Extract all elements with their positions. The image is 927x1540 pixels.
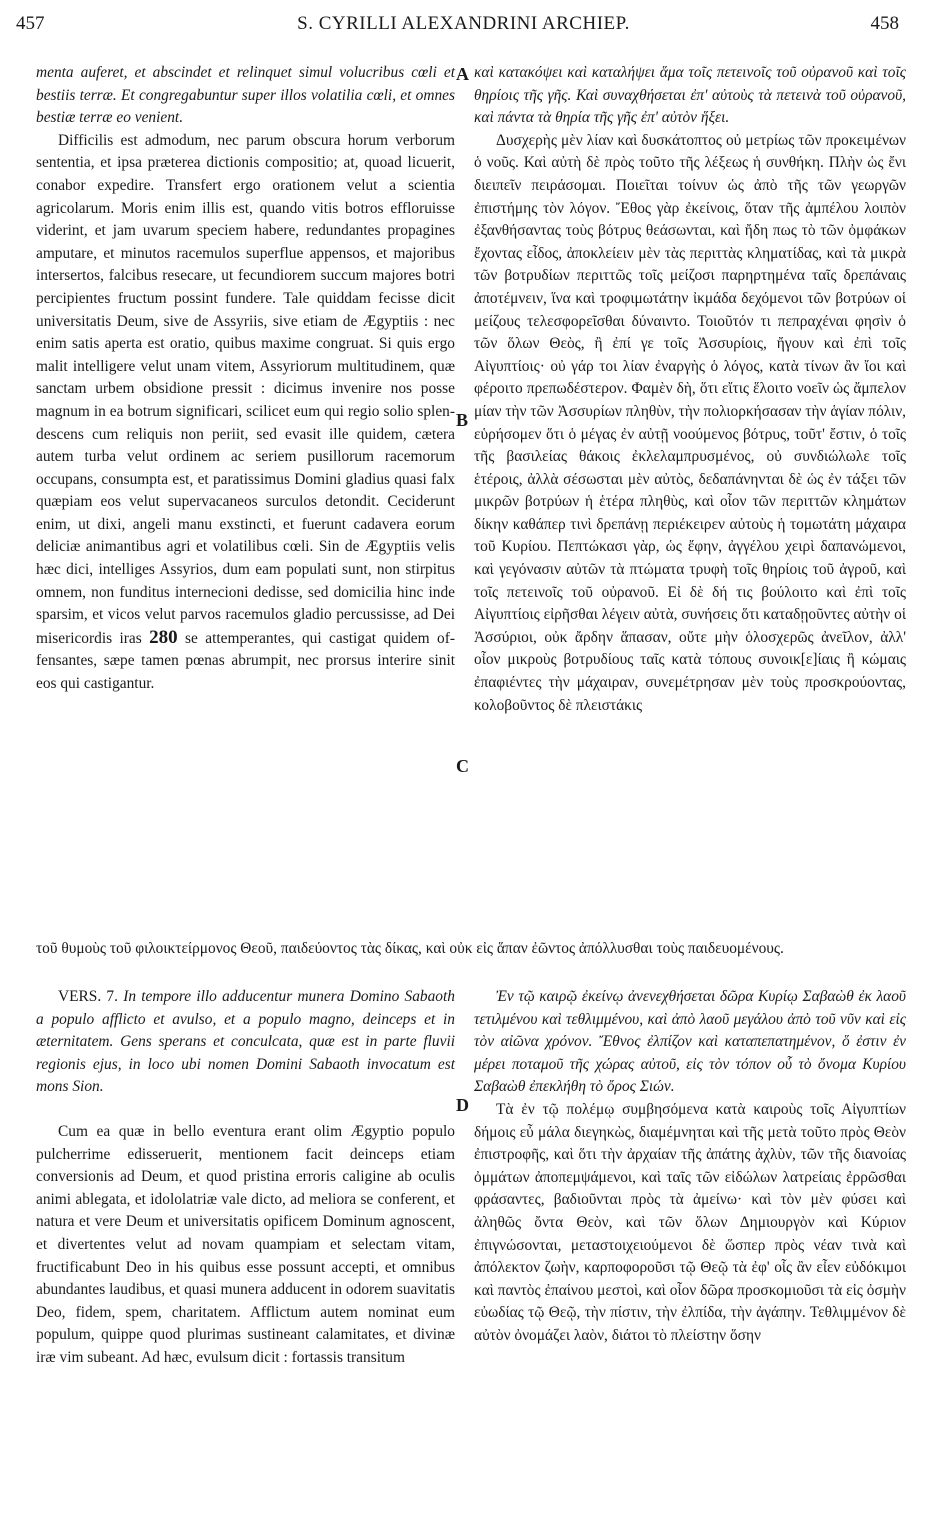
latin-verse-text: In tempore illo adducentur munera Domino Sabaoth a populo afflicto et avulso, et a populo magno, deinceps et in æternitatem. Gens sperans et conculcata, quæ est in parte fluvii regionis ejus, in loco ubi nomen Domini Sabaoth invocatum est mons Sion. [36, 988, 455, 1096]
greek-column-bottom [474, 986, 906, 1348]
section-marker-a: A [456, 64, 469, 84]
greek-column-top [474, 62, 906, 717]
latin-column-bottom [36, 986, 455, 1370]
latin-scripture-quote: menta auferet, et abscindet et relinquet simul volucribus cœli et bestiis terræ. Et congregabuntur super illos volatilia cœli, et omnes bestiæ terræ eo venient. [36, 64, 455, 127]
latin-column-top [36, 62, 455, 696]
greek-scripture-quote: καὶ κατακόψει καὶ καταλήψει ἅμα τοῖς πετεινοῖς τοῦ οὐρανοῦ καὶ τοῖς θηρίοις τῆς γῆς. Καὶ συναχθήσεται ἐπ' αὐτοὺς τὰ πετεινὰ τοῦ οὐρανοῦ, καὶ πάντα τὰ θηρία τῆς γῆς ἐπ' αὐτὸν ἥξει. [474, 64, 906, 127]
verse-label: VERS. 7. [58, 988, 118, 1005]
section-marker-c: C [456, 756, 469, 776]
latin-commentary-paragraph [36, 130, 455, 696]
greek-commentary-paragraph: Δυσχερὴς μὲν λίαν καὶ δυσκάτοπτος οὐ μετρίως τῶν προκειμένων ὁ νοῦς. Καὶ αὐτὴ δὲ πρὸς τοῦτο τῆς λέξεως ἡ συνθήκη. Πλὴν ὡς ἔνι διειπεῖν πειράσομαι. Ποιεῖται τοίνυν ὡς ἀπὸ τῆς τῶν γεωργῶν ἐπιστήμης τὸν λόγον. Ἔθος γὰρ ἐκείνοις, ὅταν τῆς ἀμπέλου λοιπὸν ἐξανθήσαντας τοὺς βότρυς θεάσωνται, καὶ ἤδη πως τὸ τῶν ὀμφάκων ἔχοντας εἶδος, ἀποκλείειν μὲν τὰς περιττὰς κληματίδας, καὶ τὰ μικρὰ τῶν βοτρυδίων περιττῶς τοῖς μείζοσι παρηρτημένα ταῖς δρεπάναις ἀποτέμνειν, ἵνα καὶ τροφιμωτάτην ἰκμάδα δεχόμενοι τῶν βοτρύων οἱ μείζους τελεσφορεῖσθαι δύναιντο. Τοιοῦτόν τι πεπραχέναι φησὶν ὁ τῶν ὅλων Θεὸς, ἢ ἐπί γε τοῖς Ἀσσυρίοις, ἤγουν καὶ ἐπὶ τοῖς Αἰγυπτίοις· οὐ γάρ τοι λίαν ἐναργὴς ὁ λόγος, κατὰ τίνων ἂν ἴοι καὶ φέροιτο πρεπωδέστερον. Φαμὲν δὴ, ὅτι εἴτις ἕλοιτο νοεῖν ὡς ἄμπελον μίαν τὴν τῶν Ἀσσυρίων πληθὺν, τὴν πολιορκήσασαν τὴν ἁγίαν πόλιν, εὑρήσομεν ὅτι ὁ μέγας ἐν αὐτῇ νοούμενος βότρυς, τοῦτ' ἔστιν, ὁ τοῖς τῆς βασιλείας θάκοις ἐκλελαμπρυσμένος, οὐ συνδιώλωλε τοῖς ἑτέροις, ἀλλὰ σέσωσται μὲν αὐτὸς, δεδαπάνηνται δὲ ὡς ἐν τάξει τῶν μικρῶν βοτρύων ἡ ἑτέρα πληθὺς, καὶ οἷον τῶν περιττῶν κλημάτων δίκην καθάπερ τινὶ δρεπάνῃ περιέκειρεν αὐτοὺς ἡ τομωτάτη μάχαιρα τοῦ Κυρίου. Πεπτώκασι γὰρ, ὡς ἔφην, ἀγγέλου χειρὶ δαπανώμενοι, καὶ γεγόνασιν αὐτῶν τὰ πτώματα τρυφὴ τοῖς θηρίοις τοῦ ἀγροῦ, καὶ τοῖς πετεινοῖς τοῦ οὐρανοῦ. Εἰ δὲ δή τις βούλοιτο καὶ ἐπὶ τοῖς Αἰγυπτίοις εἰρῆσθαι λέγειν αὐτὰ, συνήσεις ὅτι καταδῃοῦντες αὐτὴν οἱ Ἀσσύριοι, οὐκ ἄρδην ἅπασαν, οὔτε μὴν ὁλοσχερῶς ἀνεῖλον, ἀλλ' οἷον μικροὺς βοτρυδίους ταῖς κατὰ τόπους συνοικ[ε]ίαις ἢ κώμαις ἐπαφιέντες τὴν μάχαιραν, συνεμέτρησαν μὲν τοὺς προσκρούοντας, κολοβοῦντος δὲ πλειστάκις [474, 131, 906, 714]
full-width-greek-line: τοῦ θυμοὺς τοῦ φιλοικτείρμονος Θεοῦ, παιδεύοντος τὰς δίκας, καὶ οὐκ εἰς ἅπαν ἐῶντος ἀπόλλυσθαι τοὺς παιδευομένους. [36, 940, 784, 957]
left-page-number: 457 [16, 13, 45, 34]
section-marker-d: D [456, 1095, 469, 1115]
running-title: S. CYRILLI ALEXANDRINI ARCHIEP. [297, 13, 630, 34]
latin-verse-quote [36, 986, 455, 1099]
section-marker-b: B [456, 410, 469, 430]
greek-commentary-paragraph-2: Τὰ ἐν τῷ πολέμῳ συμβησόμενα κατὰ καιροὺς τοῖς Αἰγυπτίων δήμοις εὖ μάλα διεγηκὼς, διαμέμνηται καὶ τῆς μετὰ τοῦτο πρὸς Θεὸν ἐπιστροφῆς, καὶ ὅτι τὴν ἀρχαίαν τῆς ἀπάτης ἀχλὺν, τῶν τῆς διανοίας ὀμμάτων ἀποπεμψάμενοι, καὶ ταῖς τῶν εἰδώλων λατρείαις ἐρρῶσθαι φράσαντες, βαδιοῦνται πρὸς τὰ ἀμείνω· καὶ τὸν μὲν φύσει καὶ ἀληθῶς ὄντα Θεὸν, καὶ τῶν ὅλων Δημιουργὸν καὶ Κύριον ἐπιγνώσονται, μεταστοιχειούμενοι δὲ ὥσπερ πρὸς νέαν τινὰ καὶ ἀπόλεκτον ζωὴν, καρποφοροῦσι τῷ Θεῷ τὰ ἐφ' οἷς ἂν εἶεν εὐδόκιμοι καὶ παντὸς ἐπαίνου μεστοὶ, καὶ οἷον δῶρα προσκομιοῦσι τὰ εἰς ὀσμὴν εὐωδίας τῷ Θεῷ, τὴν πίστιν, τὴν ἐλπίδα, τὴν ἀγάπην. Τεθλιμμένον δὲ αὐτὸν ὀνομάζει λαὸν, διάτοι τὸ πλείστην ὅσην [474, 1100, 906, 1344]
column-number: 280 [149, 626, 178, 648]
latin-commentary-text: Difficilis est admodum, nec parum obscura horum verborum sententia, et ipsa præterea dictionis compositio; at, quoad licuerit, conabor expedire. Transfert ergo orationem velut a scientia agricolarum. Moris enim illis est, quando vitis botros effloruisse viderint, et jam uvarum speciem habere, redundantes propagines amputare, et minutos racemulos superflue appensos, et majoribus intersertos, falcibus resecare, ut fecundiorem succum majores botri percipientes fructum possint fundere. Tale quiddam fecisse dicit universitatis Deum, sive de Assyriis, sive etiam de Ægyptiis : nec enim satis aperta est oratio, quibus maxime congruat. Si quis ergo malit intelligere velut unam vitem, Assyriorum multitudinem, quæ sanctam urbem obsidione pressit : dicimus invenire nos posse magnum in ea botrum significari, scilicet eum qui regio solio splendescens cum reliquis non periit, sed evasit ille quidem, cætera autem turba velut ordinem ac seriem pusillorum racemorum occupans, consumpta est, et paratissimus Domini gladius quasi falx quæpiam eos velut supervacaneos surculos detondit. Ceciderunt enim, ut dixi, angeli manu exstincti, et fuerunt cadavera eorum deliciæ animantibus agri et volatilibus cœli. Sin de Ægyptiis velis hæc dici, intelliges Assyrios, dum eam populati sunt, non stirpitus omnem, non funditus internecioni dedisse, sed domicilia hinc inde sparsim, et vicos velut parvos racemulos gladio percussisse, ad Dei misericordis iras [36, 131, 455, 647]
greek-verse-quote: Ἐν τῷ καιρῷ ἐκείνῳ ἀνενεχθήσεται δῶρα Κυρίῳ Σαβαὼθ ἐκ λαοῦ τετιλμένου καὶ τεθλιμμένου, καὶ ἀπὸ λαοῦ μεγάλου ἀπὸ τοῦ νῦν καὶ εἰς τὸν αἰῶνα χρόνον. Ἔθνος ἐλπίζον καὶ καταπεπατημένον, ὅ ἐστιν ἐν μέρει ποταμοῦ τῆς χώρας αὐτοῦ, εἰς τὸν τόπον οὗ τὸ ὄνομα Κυρίου Σαβαὼθ ἐπεκλήθη τὸ ὄρος Σιών. [474, 988, 906, 1096]
right-page-number: 458 [870, 13, 899, 34]
latin-commentary-paragraph-2: Cum ea quæ in bello eventura erant olim Ægyptio populo pulcherrime edisseruerit, mentionem facit deinceps etiam conversionis ad Deum, et quod pristina erroris caligine ab oculis animi ablegata, et idololatriæ vale dicto, ad meliora se conferent, et natura et vere Deum et universitatis opificem Dominum agnoscent, et divertentes velut ad novam quampiam et selectam vitam, fructificabunt Deo in his quibus esse possunt accepti, et omnibus abundantes laudibus, et quasi munera adducent in odorem suavitatis Deo, fidem, spem, charitatem. Afflictum autem nominat eum populum, quippe quod plurimas sustineant calamitates, et divinæ iræ vim subeant. Ad hæc, evulsum dicit : fortassis transitum [36, 1122, 455, 1366]
latin-commentary-text-cont: se attemperantes, qui castigat quidem offensantes, sæpe tamen pœnas abrumpit, nec prorsus interire sinit eos qui castigantur. [36, 629, 455, 693]
